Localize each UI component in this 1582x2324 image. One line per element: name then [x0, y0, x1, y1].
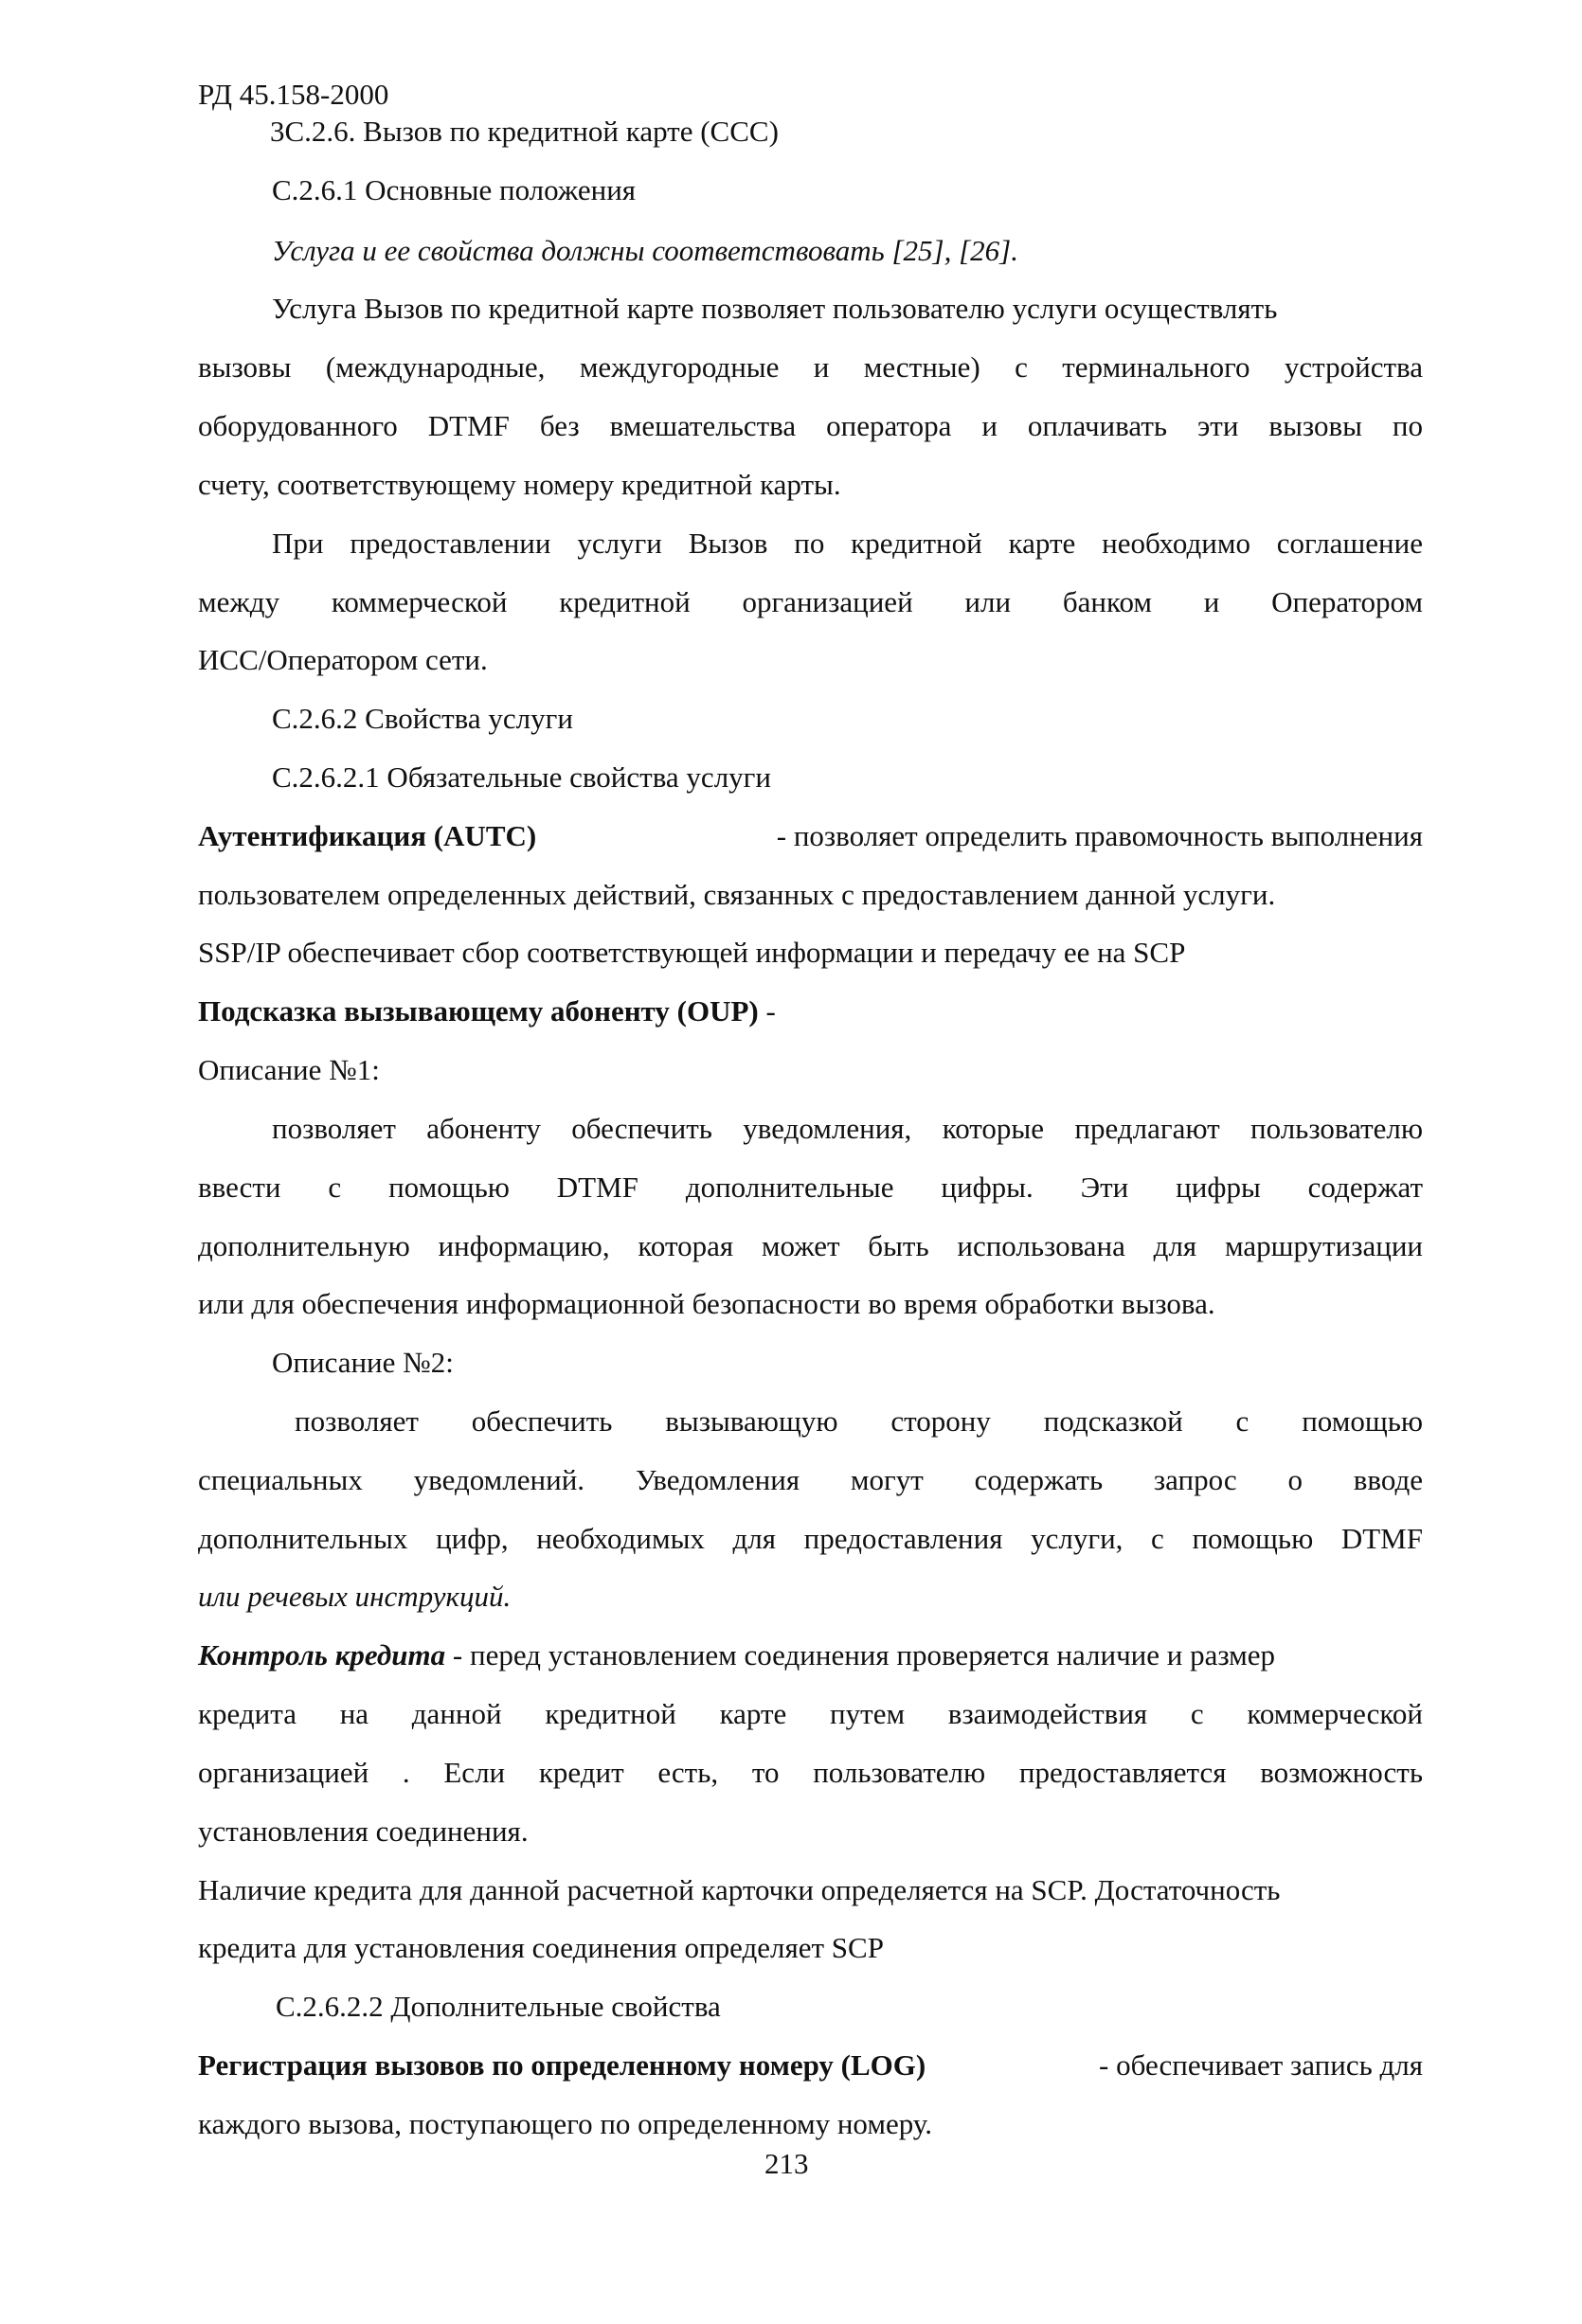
subsection-heading: С.2.6.2 Свойства услуги	[272, 702, 573, 735]
paragraph-line: ИСС/Оператором сети.	[198, 643, 488, 676]
term-log: Регистрация вызовов по определенному номеру (LOG)	[198, 2048, 926, 2082]
log-definition-line	[198, 2050, 1423, 2080]
term-oup: Подсказка вызывающему абоненту (OUP)	[198, 994, 759, 1028]
paragraph-line: или для обеспечения информационной безопасности во время обработки вызова.	[198, 1287, 1215, 1320]
paragraph-line: оборудованного DTMF без вмешательства оператора и оплачивать эти вызовы по	[198, 409, 1423, 442]
paragraph-line: кредита для установления соединения определяет SCP	[198, 1931, 884, 1964]
paragraph-line: вызовы (международные, междугородные и местные) с терминального устройства	[198, 350, 1423, 384]
paragraph-line: Наличие кредита для данной расчетной карточки определяется на SCP. Достаточность	[198, 1873, 1281, 1906]
paragraph-line	[272, 294, 1423, 323]
credit-definition-line	[198, 1640, 1275, 1670]
credit-definition-text: - перед установлением соединения проверяется наличие и размер	[445, 1638, 1276, 1671]
paragraph-line: кредита на данной кредитной карте путем взаимодействия с коммерческой	[198, 1697, 1423, 1730]
oup-suffix: -	[758, 994, 776, 1028]
paragraph-line: организацией . Если кредит есть, то пользователю предоставляется возможность	[198, 1756, 1423, 1789]
oup-definition-line	[198, 996, 776, 1026]
paragraph-line: При предоставлении услуги Вызов по кредитной карте необходимо соглашение	[272, 527, 1423, 560]
description-label: Описание №1:	[198, 1053, 380, 1086]
paragraph-line: или речевых инструкций.	[198, 1580, 512, 1613]
autc-definition-text: - позволяет определить правомочность выполнения	[776, 819, 1423, 852]
document-code: РД 45.158-2000	[198, 78, 389, 111]
term-credit-control: Контроль кредита	[198, 1638, 446, 1671]
paragraph-line: ввести с помощью DTMF дополнительные цифры. Эти цифры содержат	[198, 1171, 1423, 1204]
paragraph-line: позволяет обеспечить вызывающую сторону подсказкой с помощью	[295, 1404, 1423, 1438]
paragraph-line: дополнительную информацию, которая может быть использована для маршрутизации	[198, 1229, 1423, 1262]
paragraph-line: счету, соответствующему номеру кредитной карты.	[198, 468, 841, 501]
compliance-line: Услуга и ее свойства должны соответствовать [25], [26].	[272, 234, 1018, 267]
subsection-heading: С.2.6.2.1 Обязательные свойства услуги	[272, 760, 771, 794]
term-autc: Аутентификация (AUTC)	[198, 819, 537, 852]
subsection-heading: С.2.6.2.2 Дополнительные свойства	[276, 1990, 721, 2023]
paragraph-line: между коммерческой кредитной организацией или банком и Оператором	[198, 585, 1423, 618]
paragraph-line: дополнительных цифр, необходимых для предоставления услуги, с помощью DTMF	[198, 1522, 1423, 1555]
text-span: Услуга Вызов по кредитной карте позволяет пользователю услуги осуществлять	[272, 292, 1278, 325]
paragraph-line: специальных уведомлений. Уведомления могут содержать запрос о вводе	[198, 1463, 1423, 1496]
description-label: Описание №2:	[272, 1346, 454, 1379]
section-title: 3С.2.6. Вызов по кредитной карте (ССС)	[270, 115, 779, 148]
paragraph-line: установления соединения.	[198, 1815, 529, 1848]
autc-definition-line	[198, 821, 1423, 850]
subsection-heading: С.2.6.1 Основные положения	[272, 173, 637, 206]
page-number: 213	[764, 2147, 809, 2180]
paragraph-line: каждого вызова, поступающего по определенному номеру.	[198, 2107, 932, 2140]
log-definition-text: - обеспечивает запись для	[1099, 2048, 1423, 2082]
paragraph-line: SSP/IP обеспечивает сбор соответствующей информации и передачу ее на SCP	[198, 936, 1186, 969]
paragraph-line: позволяет абоненту обеспечить уведомления, которые предлагают пользователю	[272, 1112, 1423, 1145]
paragraph-line: пользователем определенных действий, связанных с предоставлением данной услуги.	[198, 878, 1276, 911]
